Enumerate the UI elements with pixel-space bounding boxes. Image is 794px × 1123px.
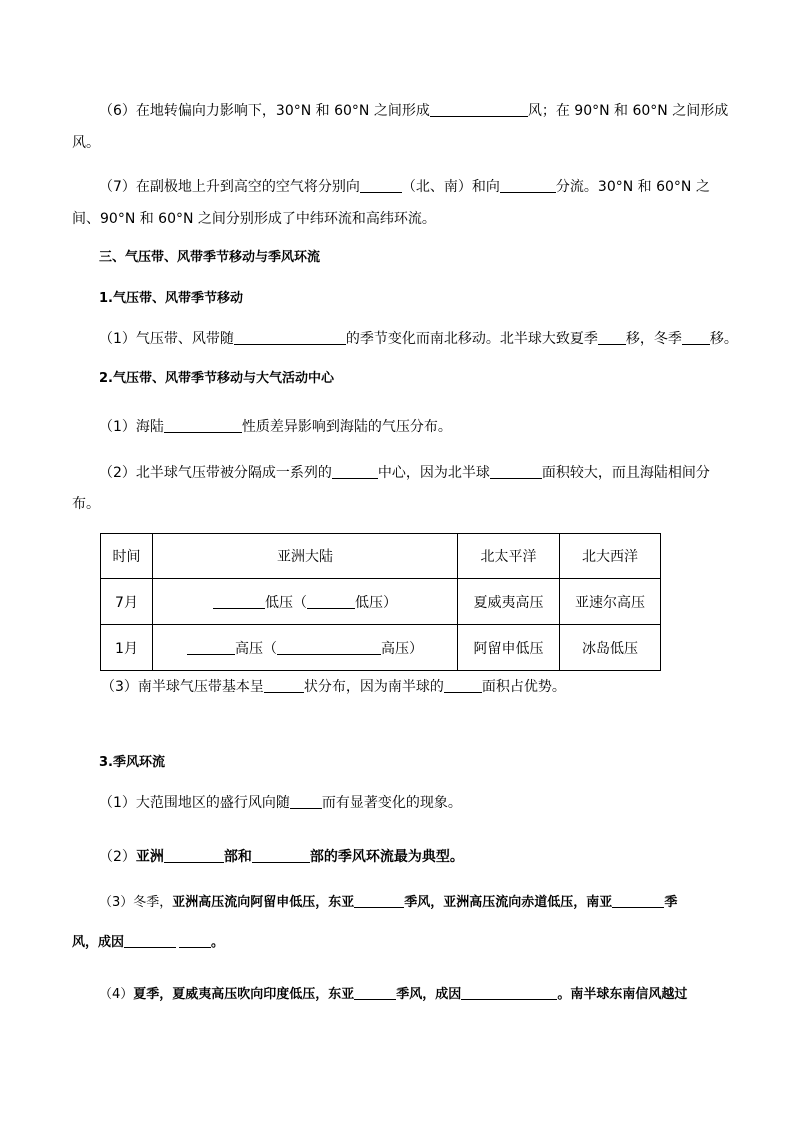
para-3-2-text-d: 部的季风环流最为典型。 — [309, 849, 464, 865]
answer-blank[interactable] — [490, 464, 542, 479]
answer-blank[interactable] — [461, 985, 557, 1000]
para-1-1-text-d: 移。 — [709, 331, 738, 347]
item-7-text-a: （7）在副极地上升到高空的空气将分别向 — [99, 179, 360, 195]
answer-blank[interactable] — [354, 893, 404, 908]
answer-blank[interactable] — [187, 640, 235, 655]
answer-blank[interactable] — [332, 464, 378, 479]
para-2-1-text-a: （1）海陆 — [99, 419, 164, 435]
item-7-line-2 — [72, 209, 436, 229]
answer-blank[interactable] — [164, 848, 224, 863]
para-2-1 — [99, 417, 452, 437]
para-2-2-text-b: 中心，因为北半球 — [377, 465, 490, 481]
para-1-1-text-a: （1）气压带、风带随 — [99, 331, 234, 347]
table-header-cell: 北太平洋 — [458, 534, 560, 579]
answer-blank[interactable] — [213, 594, 265, 609]
para-2-3-text-b: 状分布，因为南半球的 — [303, 679, 444, 695]
para-2-3 — [101, 677, 566, 697]
answer-blank[interactable] — [354, 985, 396, 1000]
para-3-1-text-b: 而有显著变化的现象。 — [321, 795, 462, 811]
answer-blank[interactable] — [264, 678, 304, 693]
para-3-2-text-c: 部和 — [223, 849, 252, 865]
answer-blank[interactable] — [500, 178, 556, 193]
para-3-1-text-a: （1）大范围地区的盛行风向随 — [99, 795, 290, 811]
subsection-heading-1: 1.气压带、风带季节移动 — [99, 291, 243, 306]
para-3-3-line-2 — [72, 933, 224, 953]
para-1-1-text-b: 的季节变化而南北移动。北半球大致夏季 — [345, 331, 598, 347]
para-2-2-text-c: 面积较大，而且海陆相间分 — [541, 465, 710, 481]
answer-blank[interactable] — [124, 933, 176, 948]
para-3-1 — [99, 793, 462, 813]
para-1-1 — [99, 329, 738, 349]
subsection-heading-3: 3.季风环流 — [99, 755, 165, 770]
table-cell-asia-text-a: 高压（ — [235, 640, 277, 657]
para-3-2-text-a: （2） — [99, 849, 136, 865]
answer-blank[interactable] — [612, 893, 664, 908]
table-cell-asia-text-b: 高压） — [381, 640, 423, 657]
para-3-2-text-b: 亚洲 — [135, 849, 164, 865]
table-cell-pacific: 夏威夷高压 — [458, 579, 560, 625]
para-3-3-text-d: 季 — [664, 895, 678, 910]
para-1-1-text-c: 移，冬季 — [625, 331, 682, 347]
answer-blank[interactable] — [444, 678, 482, 693]
answer-blank[interactable] — [430, 102, 528, 117]
para-3-4 — [99, 985, 687, 1005]
table-cell-atlantic: 亚速尔高压 — [560, 579, 661, 625]
answer-blank[interactable] — [360, 178, 402, 193]
answer-blank[interactable] — [290, 794, 322, 809]
section-heading: 三、气压带、风带季节移动与季风环流 — [99, 250, 321, 265]
answer-blank[interactable] — [179, 933, 211, 948]
table-cell-month: 7月 — [101, 579, 153, 625]
para-2-1-text-b: 性质差异影响到海陆的气压分布。 — [241, 419, 452, 435]
pressure-center-table — [100, 533, 661, 671]
answer-blank[interactable] — [164, 418, 242, 433]
table-cell-asia — [153, 579, 458, 625]
table-row-january — [101, 625, 661, 671]
para-3-4-text-c: 季风，成因 — [396, 987, 462, 1002]
item-6-text-b: 风；在 90°N 和 60°N 之间形成 — [527, 103, 729, 119]
item-7-text-d: 间、90°N 和 60°N 之间分别形成了中纬环流和高纬环流。 — [72, 211, 436, 227]
table-cell-month: 1月 — [101, 625, 153, 671]
table-cell-atlantic: 冰岛低压 — [560, 625, 661, 671]
para-3-3-text-f: 。 — [211, 935, 225, 950]
para-2-2-line-1 — [99, 463, 710, 483]
table-header-cell: 北大西洋 — [560, 534, 661, 579]
answer-blank[interactable] — [252, 848, 310, 863]
table-row-july — [101, 579, 661, 625]
item-6-line-1 — [99, 101, 728, 121]
para-3-4-text-b: 夏季，夏威夷高压吹向印度低压，东亚 — [133, 987, 355, 1002]
subsection-heading-2: 2.气压带、风带季节移动与大气活动中心 — [99, 371, 334, 386]
para-2-3-text-c: 面积占优势。 — [481, 679, 566, 695]
table-cell-pacific: 阿留申低压 — [458, 625, 560, 671]
item-7-text-c: 分流。30°N 和 60°N 之 — [555, 179, 710, 195]
para-2-2-line-2 — [72, 494, 100, 514]
table-cell-asia — [153, 625, 458, 671]
para-3-3-text-c: 季风，亚洲高压流向赤道低压，南亚 — [404, 895, 613, 910]
para-3-4-text-d: 。南半球东南信风越过 — [557, 987, 688, 1002]
answer-blank[interactable] — [682, 330, 710, 345]
answer-blank[interactable] — [277, 640, 381, 655]
item-6-text-a: （6）在地转偏向力影响下，30°N 和 60°N 之间形成 — [99, 103, 430, 119]
para-3-3-text-e: 风，成因 — [72, 935, 125, 950]
para-2-3-text-a: （3）南半球气压带基本呈 — [101, 679, 264, 695]
table-cell-asia-text-a: 低压（ — [265, 594, 307, 611]
table-header-cell: 时间 — [101, 534, 153, 579]
table-cell-asia-text-b: 低压） — [355, 594, 397, 611]
para-3-3-text-a: （3）冬季， — [99, 895, 173, 910]
para-3-4-text-a: （4） — [99, 987, 134, 1002]
para-3-2 — [99, 847, 464, 867]
table-header-cell: 亚洲大陆 — [153, 534, 458, 579]
para-2-2-text-d: 布。 — [72, 496, 100, 512]
item-7-line-1 — [99, 177, 710, 197]
para-3-3-line-1 — [99, 893, 677, 913]
item-6-text-c: 风。 — [72, 135, 100, 151]
para-3-3-text-b: 亚洲高压流向阿留申低压，东亚 — [172, 895, 355, 910]
answer-blank[interactable] — [234, 330, 346, 345]
answer-blank[interactable] — [307, 594, 355, 609]
item-6-line-2 — [72, 133, 100, 153]
answer-blank[interactable] — [598, 330, 626, 345]
table-header-row — [101, 534, 661, 579]
item-7-text-b: （北、南）和向 — [401, 179, 500, 195]
para-2-2-text-a: （2）北半球气压带被分隔成一系列的 — [99, 465, 332, 481]
